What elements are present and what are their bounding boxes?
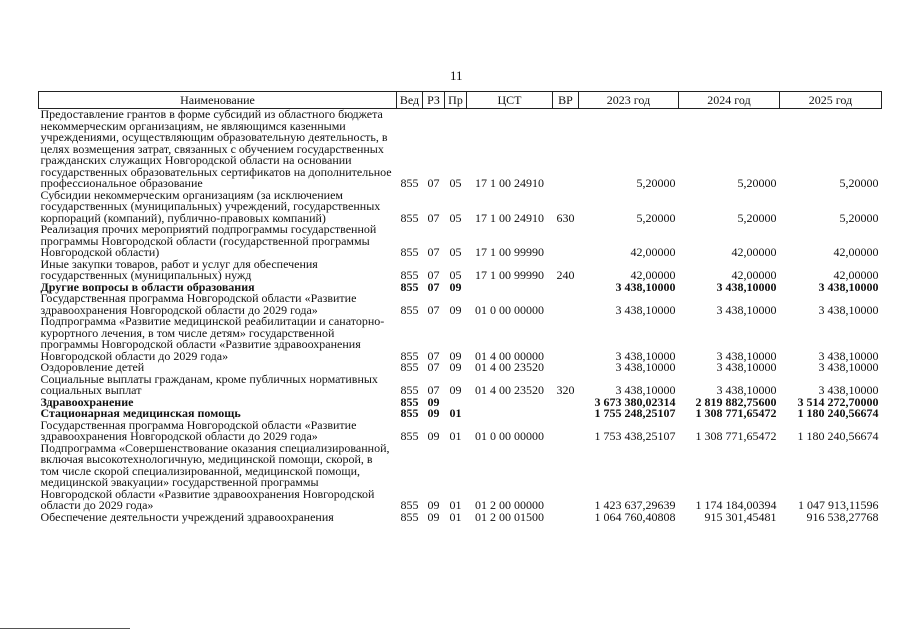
cell-name: Другие вопросы в области образования xyxy=(40,279,255,294)
cell-y2025: 3 438,10000 xyxy=(818,348,879,363)
table-row xyxy=(39,420,882,443)
cell-rz: 07 xyxy=(427,383,440,397)
cell-rz: 07 xyxy=(427,302,440,317)
cell-rz: 07 xyxy=(427,279,440,294)
cell-rz: 07 xyxy=(427,268,440,282)
footnote-rule xyxy=(0,628,130,629)
cell-y2023: 1 064 760,40808 xyxy=(594,509,676,524)
header-2023: 2023 год xyxy=(579,92,679,109)
table-row xyxy=(39,512,882,524)
cell-pr: 09 xyxy=(449,302,462,317)
cell-ved: 855 xyxy=(400,394,419,409)
cell-y2025: 5,20000 xyxy=(839,176,879,190)
cell-vr xyxy=(553,224,579,259)
cell-pr: 05 xyxy=(449,210,462,225)
table-row xyxy=(39,443,882,512)
cell-cst: 01 2 00 00000 xyxy=(475,498,544,512)
cell-y2024: 5,20000 xyxy=(737,176,777,190)
table-body xyxy=(39,109,882,524)
header-rz: РЗ xyxy=(423,92,445,109)
cell-y2025: 3 438,10000 xyxy=(818,302,879,317)
cell-vr xyxy=(553,512,579,524)
cell-cst xyxy=(467,282,553,294)
cell-ved: 855 xyxy=(400,210,419,225)
cell-y2024: 915 301,45481 xyxy=(704,509,777,524)
cell-vr xyxy=(553,397,579,409)
cell-y2023: 3 438,10000 xyxy=(615,279,676,294)
cell-ved: 855 xyxy=(400,176,419,190)
cell-name: Субсидии некоммерческим организациям (за исключением государственных (муниципальных) учреждений, государственных корпораций (компаний), публично-правовых компаний) xyxy=(40,187,381,225)
cell-y2023: 3 438,10000 xyxy=(615,360,676,374)
cell-rz: 07 xyxy=(427,348,440,363)
cell-y2025: 1 180 240,56674 xyxy=(797,406,879,420)
cell-y2023: 3 438,10000 xyxy=(615,302,676,317)
cell-y2024: 2 819 882,75600 xyxy=(695,394,777,409)
cell-cst: 17 1 00 99990 xyxy=(475,245,544,259)
header-2024: 2024 год xyxy=(679,92,780,109)
cell-y2023: 1 423 637,29639 xyxy=(594,498,676,512)
cell-cst: 01 0 00 00000 xyxy=(475,302,544,317)
cell-rz: 09 xyxy=(427,406,440,420)
cell-ved: 855 xyxy=(400,348,419,363)
cell-y2024: 5,20000 xyxy=(737,210,777,225)
table-row xyxy=(39,259,882,282)
cell-pr: 09 xyxy=(449,279,462,294)
cell-y2024: 1 308 771,65472 xyxy=(695,429,777,443)
cell-rz: 07 xyxy=(427,176,440,190)
cell-name: Реализация прочих мероприятий подпрограммы государственной программы Новгородской области (государственной программы Новгородской области) xyxy=(40,222,377,259)
cell-y2025: 5,20000 xyxy=(839,210,879,225)
cell-name: Предоставление грантов в форме субсидий из областного бюджета некоммерческим организациям, не являющимся казенными учреждениями, осуществляющим образовательную деятельность, в целях возмещения затрат, связанных с обучением государственных гражданских служащих Новгородской области на основании государственных образовательных сертификатов на дополнительное профессиональное образование xyxy=(40,107,392,190)
cell-cst: 01 0 00 00000 xyxy=(475,429,544,443)
cell-vr: 320 xyxy=(556,383,575,397)
cell-y2025: 3 438,10000 xyxy=(818,383,879,397)
cell-name: Социальные выплаты гражданам, кроме публичных нормативных социальных выплат xyxy=(40,371,378,397)
cell-name: Стационарная медицинская помощь xyxy=(40,406,241,420)
cell-ved: 855 xyxy=(400,383,419,397)
cell-pr: 01 xyxy=(449,406,462,420)
cell-pr: 05 xyxy=(449,268,462,282)
cell-rz: 09 xyxy=(427,498,440,512)
header-vr: ВР xyxy=(553,92,579,109)
cell-pr: 01 xyxy=(449,498,462,512)
cell-y2024: 3 438,10000 xyxy=(716,348,777,363)
cell-ved: 855 xyxy=(400,429,419,443)
header-ved: Вед xyxy=(397,92,423,109)
cell-vr xyxy=(553,443,579,512)
header-pr: Пр xyxy=(445,92,467,109)
cell-y2025: 42,00000 xyxy=(833,268,879,282)
cell-y2025: 1 180 240,56674 xyxy=(797,429,879,443)
cell-pr: 01 xyxy=(449,509,462,524)
cell-ved: 855 xyxy=(400,509,419,524)
cell-vr xyxy=(553,282,579,294)
cell-y2025: 3 514 272,70000 xyxy=(797,394,879,409)
cell-rz: 07 xyxy=(427,210,440,225)
cell-pr: 09 xyxy=(449,383,462,397)
cell-y2025: 42,00000 xyxy=(833,245,879,259)
cell-pr: 05 xyxy=(449,176,462,190)
cell-y2023: 42,00000 xyxy=(630,245,676,259)
table-row xyxy=(39,374,882,397)
cell-y2023: 3 673 380,02314 xyxy=(594,394,676,409)
cell-pr: 09 xyxy=(449,360,462,374)
table-row xyxy=(39,224,882,259)
cell-rz: 09 xyxy=(427,429,440,443)
cell-name: Иные закупки товаров, работ и услуг для обеспечения государственных (муниципальных) нужд xyxy=(40,256,318,282)
cell-y2025: 916 538,27768 xyxy=(806,509,879,524)
header-2025: 2025 год xyxy=(780,92,882,109)
cell-name: Здравоохранение xyxy=(40,394,134,409)
cell-cst: 17 1 00 24910 xyxy=(475,210,544,225)
table-row xyxy=(39,293,882,316)
cell-vr: 630 xyxy=(556,210,575,225)
cell-name: Подпрограмма «Совершенствование оказания специализированной, включая высокотехнологичную, медицинской помощи, скорой, в том числе скорой специализированной, медицинской помощи, медицинской эвакуации» государственной программы Новгородской области «Развитие здравоохранения Новгородской области до 2029 года» xyxy=(40,440,390,512)
cell-y2023: 5,20000 xyxy=(636,210,676,225)
cell-vr xyxy=(553,316,579,362)
cell-y2025: 3 438,10000 xyxy=(818,279,879,294)
table-row xyxy=(39,190,882,225)
budget-table xyxy=(38,91,882,523)
cell-vr xyxy=(553,293,579,316)
cell-y2023: 3 438,10000 xyxy=(615,383,676,397)
cell-vr xyxy=(553,109,579,190)
cell-ved: 855 xyxy=(400,498,419,512)
cell-cst: 17 1 00 99990 xyxy=(475,268,544,282)
cell-cst: 01 4 00 23520 xyxy=(475,360,544,374)
cell-y2023: 42,00000 xyxy=(630,268,676,282)
cell-y2024: 1 308 771,65472 xyxy=(695,406,777,420)
cell-cst: 17 1 00 24910 xyxy=(475,176,544,190)
cell-y2023: 1 753 438,25107 xyxy=(594,429,676,443)
cell-rz: 07 xyxy=(427,360,440,374)
cell-name: Подпрограмма «Развитие медицинской реабилитации и санаторно-курортного лечения, в том числе детям» государственной программы Новгородской области «Развитие здравоохранения Новгородской области до 2029 года» xyxy=(40,314,385,363)
header-name: Наименование xyxy=(39,92,397,109)
cell-name: Обеспечение деятельности учреждений здравоохранения xyxy=(40,509,334,524)
cell-y2024: 42,00000 xyxy=(731,245,777,259)
cell-ved: 855 xyxy=(400,268,419,282)
page-number: 11 xyxy=(450,68,463,83)
cell-y2024: 3 438,10000 xyxy=(716,302,777,317)
header-cst: ЦСТ xyxy=(467,92,553,109)
table-row xyxy=(39,316,882,362)
cell-name: Оздоровление детей xyxy=(40,360,145,374)
cell-pr: 05 xyxy=(449,245,462,259)
cell-ved: 855 xyxy=(400,302,419,317)
cell-ved: 855 xyxy=(400,279,419,294)
cell-rz: 09 xyxy=(427,394,440,409)
cell-cst: 01 2 00 01500 xyxy=(475,509,544,524)
cell-cst xyxy=(467,408,553,420)
cell-y2025: 3 438,10000 xyxy=(818,360,879,374)
cell-pr: 01 xyxy=(449,429,462,443)
cell-rz: 07 xyxy=(427,245,440,259)
cell-y2023: 5,20000 xyxy=(636,176,676,190)
cell-y2024: 3 438,10000 xyxy=(716,360,777,374)
cell-y2025: 1 047 913,11596 xyxy=(797,498,879,512)
cell-vr xyxy=(553,362,579,374)
header-row xyxy=(39,92,882,109)
cell-ved: 855 xyxy=(400,406,419,420)
cell-ved: 855 xyxy=(400,360,419,374)
cell-rz: 09 xyxy=(427,509,440,524)
cell-cst xyxy=(467,397,553,409)
cell-ved: 855 xyxy=(400,245,419,259)
cell-pr: 09 xyxy=(449,348,462,363)
cell-y2023: 1 755 248,25107 xyxy=(594,406,676,420)
cell-y2023: 3 438,10000 xyxy=(615,348,676,363)
cell-vr xyxy=(553,408,579,420)
cell-vr xyxy=(553,420,579,443)
cell-y2024: 3 438,10000 xyxy=(716,279,777,294)
cell-y2024: 3 438,10000 xyxy=(716,383,777,397)
cell-y2024: 42,00000 xyxy=(731,268,777,282)
table-row xyxy=(39,109,882,190)
cell-cst: 01 4 00 00000 xyxy=(475,348,544,363)
cell-vr: 240 xyxy=(556,268,575,282)
cell-y2024: 1 174 184,00394 xyxy=(695,498,777,512)
cell-name: Государственная программа Новгородской области «Развитие здравоохранения Новгородской области до 2029 года» xyxy=(40,291,357,317)
cell-cst: 01 4 00 23520 xyxy=(475,383,544,397)
cell-name: Государственная программа Новгородской области «Развитие здравоохранения Новгородской области до 2029 года» xyxy=(40,417,357,443)
